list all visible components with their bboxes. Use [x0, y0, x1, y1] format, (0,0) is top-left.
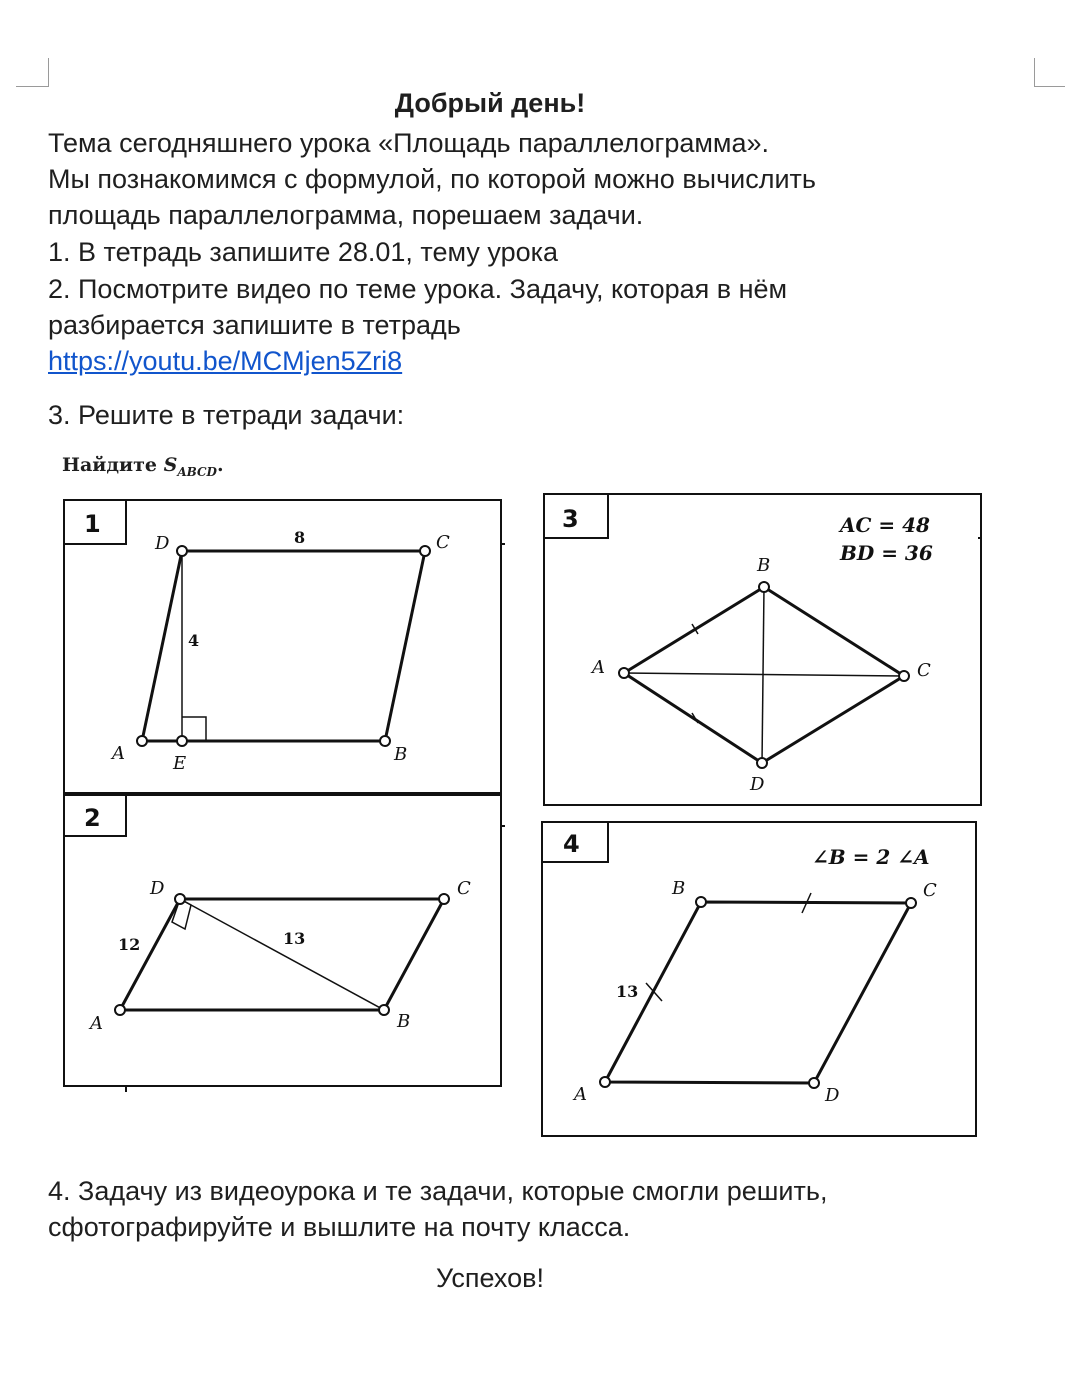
p4-side-length: 13 [616, 982, 639, 1001]
step-3-text: 3. Решите в тетради задачи: [48, 400, 405, 430]
p3-condition-bd: BD = 36 [840, 541, 933, 565]
p4-label-A: A [574, 1084, 587, 1105]
closing-text: Успехов! [436, 1263, 544, 1293]
problem-3-number: 3 [562, 505, 579, 533]
p2-label-C: C [457, 878, 471, 899]
paragraph-line-4: 1. В тетрадь запишите 28.01, тему урока [48, 237, 559, 267]
p1-height-length: 4 [188, 631, 200, 650]
paragraph-line-3: площадь параллелограмма, порешаем задачи. [48, 200, 644, 230]
p4-label-B: B [672, 878, 686, 899]
p3-label-B: B [757, 555, 771, 576]
paragraph-line-2: Мы познакомимся с формулой, по которой можно вычислить [48, 164, 816, 194]
video-link[interactable]: https://youtu.be/MCMjen5Zri8 [48, 346, 403, 376]
p4-label-D: D [825, 1085, 840, 1106]
problem-4-parallelogram [605, 893, 911, 1083]
problem-4-frame [542, 822, 976, 1136]
paragraph-line-6: разбирается запишите в тетрадь [48, 310, 461, 340]
p2-label-A: A [90, 1013, 103, 1034]
problem-3-rhombus [624, 587, 904, 763]
problem-2-parallelogram [120, 899, 444, 1010]
p2-side-length: 12 [118, 935, 141, 954]
p2-label-B: B [397, 1011, 411, 1032]
p3-label-D: D [750, 774, 765, 795]
paragraph-line-1: Тема сегодняшнего урока «Площадь параллелограмма». [48, 128, 770, 158]
greeting-heading: Добрый день! [394, 88, 586, 118]
p3-condition-ac: AC = 48 [840, 513, 930, 537]
p3-label-A: A [592, 657, 605, 678]
p4-label-C: C [923, 880, 937, 901]
p1-label-C: C [436, 532, 450, 553]
p2-diagonal-length: 13 [283, 929, 306, 948]
p4-condition-angles: ∠B = 2 ∠A [812, 845, 930, 869]
p1-label-E: E [173, 753, 187, 774]
figure-title: Найдите $S_{ABCD}$. [62, 454, 224, 479]
problem-2-number: 2 [84, 804, 101, 832]
p1-label-B: B [394, 744, 408, 765]
p2-label-D: D [150, 878, 165, 899]
step-4-line-2: сфотографируйте и вышлите на почту класса. [48, 1212, 631, 1242]
problem-4-number: 4 [563, 830, 580, 858]
p1-label-D: D [155, 533, 170, 554]
problem-1-parallelogram [142, 551, 425, 741]
paragraph-line-5: 2. Посмотрите видео по теме урока. Задачу, которая в нём [48, 274, 788, 304]
p3-label-C: C [917, 660, 931, 681]
problem-1-number: 1 [84, 510, 101, 538]
p1-label-A: A [112, 743, 125, 764]
problem-2-diagonal [180, 899, 384, 1010]
p1-top-length: 8 [294, 528, 306, 547]
step-4-line-1: 4. Задачу из видеоурока и те задачи, которые смогли решить, [48, 1176, 828, 1206]
